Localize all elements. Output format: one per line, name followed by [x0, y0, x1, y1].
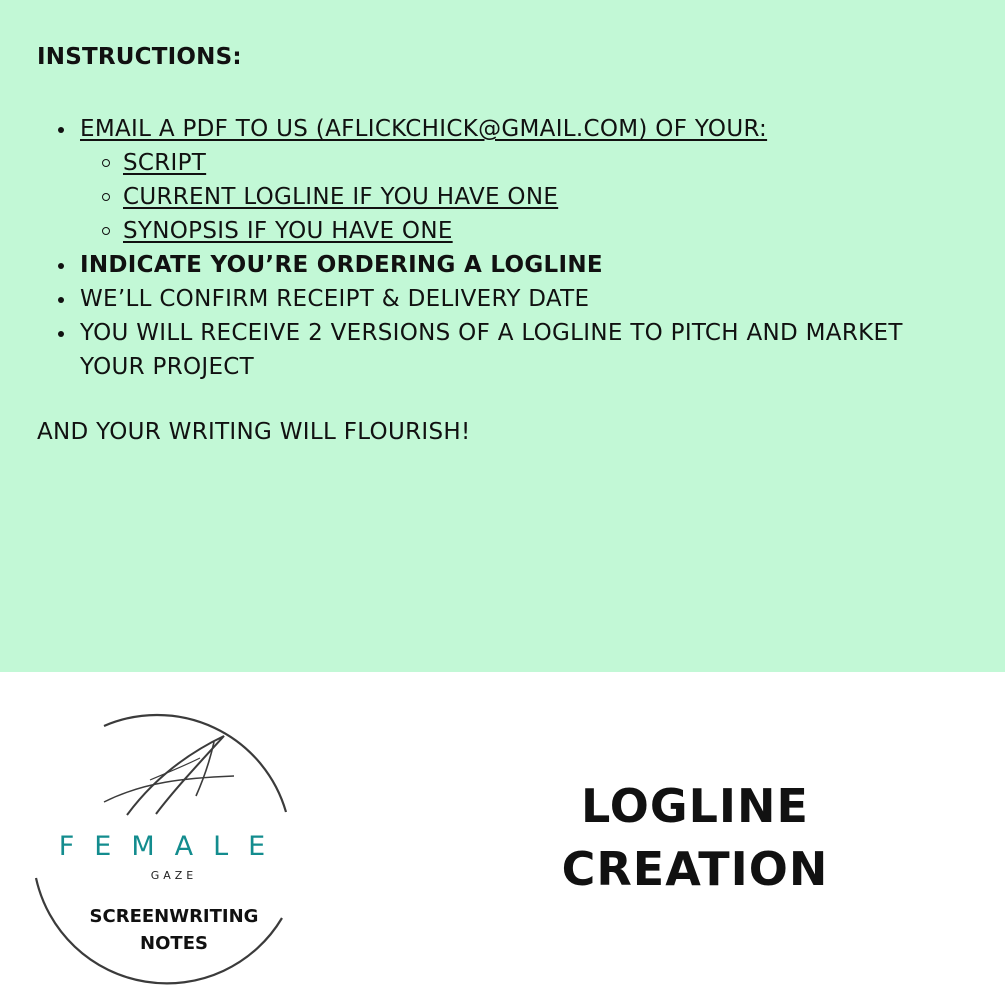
- instructions-heading: INSTRUCTIONS:: [37, 44, 242, 70]
- email-attachments-list: [80, 146, 960, 248]
- sub-item-script: [123, 146, 960, 180]
- sub-item-logline: [123, 180, 960, 214]
- logo-subtitle-line1: SCREENWRITING: [89, 906, 259, 927]
- sub-item-script-label[interactable]: SCRIPT: [123, 150, 207, 176]
- confirm-instruction: WE’LL CONFIRM RECEIPT & DELIVERY DATE: [80, 286, 590, 312]
- logo-subtitle: [54, 903, 294, 957]
- sub-item-synopsis: [123, 214, 960, 248]
- sub-item-synopsis-label[interactable]: SYNOPSIS IF YOU HAVE ONE: [123, 218, 453, 244]
- email-instruction[interactable]: EMAIL A PDF TO US (AFLICKCHICK@GMAIL.COM) OF YOUR:: [80, 116, 768, 142]
- instructions-list: [80, 112, 960, 384]
- list-item-confirm: [80, 282, 960, 316]
- title-line1: LOGLINE: [581, 779, 809, 833]
- closing-line: AND YOUR WRITING WILL FLOURISH!: [37, 419, 471, 445]
- list-item-email: [80, 112, 960, 248]
- title-line2: CREATION: [561, 842, 829, 896]
- receive-instruction: YOU WILL RECEIVE 2 VERSIONS OF A LOGLINE TO PITCH AND MARKET YOUR PROJECT: [80, 320, 903, 380]
- page-title: [520, 775, 870, 901]
- list-item-receive: [80, 316, 960, 384]
- logo-tagline: GAZE: [150, 869, 198, 882]
- list-item-indicate: [80, 248, 960, 282]
- female-gaze-logo: [24, 700, 314, 990]
- indicate-instruction: INDICATE YOU’RE ORDERING A LOGLINE: [80, 252, 603, 278]
- logo-brand: FEMALE: [58, 831, 286, 862]
- logo-subtitle-line2: NOTES: [140, 933, 208, 954]
- sub-item-logline-label[interactable]: CURRENT LOGLINE IF YOU HAVE ONE: [123, 184, 559, 210]
